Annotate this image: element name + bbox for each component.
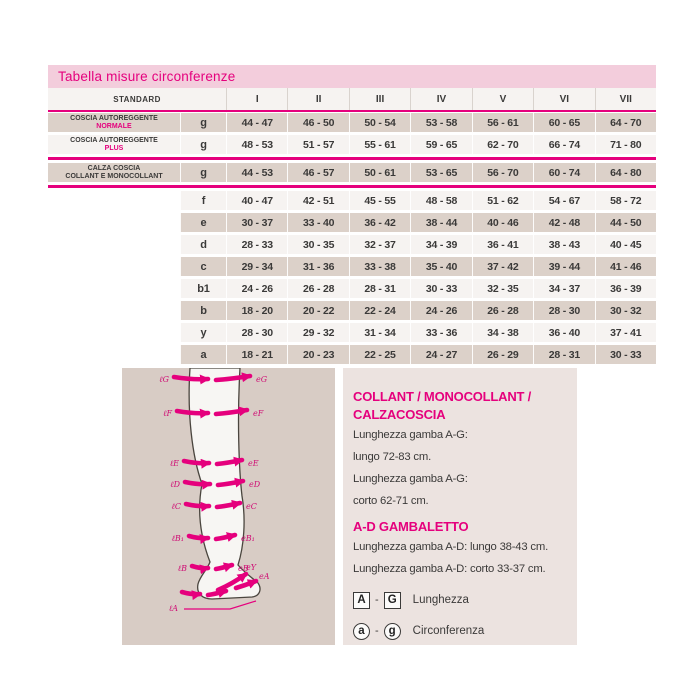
info-line: Lunghezza gamba A-D: lungo 38-43 cm.	[353, 541, 549, 553]
measure-point-label: ℓB₁	[171, 534, 184, 543]
cell-value: 34 - 37	[533, 279, 594, 298]
cell-value: 53 - 65	[410, 163, 471, 182]
circumference-arrow	[177, 411, 208, 413]
info-line: lungo 72-83 cm.	[353, 451, 432, 463]
table-row	[48, 279, 656, 298]
cell-value: 22 - 25	[349, 345, 410, 364]
cell-value: 37 - 41	[595, 323, 656, 342]
cell-value: 34 - 38	[472, 323, 533, 342]
row-letter: d	[180, 235, 226, 254]
cell-value: 51 - 57	[287, 135, 348, 154]
cell-value: 30 - 33	[410, 279, 471, 298]
leg-diagram-panel	[122, 368, 335, 645]
cell-value: 71 - 80	[595, 135, 656, 154]
measure-point-label: ℓG	[159, 375, 169, 384]
cell-value: 33 - 40	[287, 213, 348, 232]
legend-row	[353, 589, 569, 611]
row-label-line: COLLANT E MONOCOLLANT	[65, 172, 163, 180]
cell-value: 44 - 50	[595, 213, 656, 232]
cell-value: 30 - 37	[226, 213, 287, 232]
cell-value: 18 - 20	[226, 301, 287, 320]
cell-value: 56 - 61	[472, 113, 533, 132]
info-panel	[343, 368, 577, 645]
cell-value: 36 - 39	[595, 279, 656, 298]
legend-label: Circonferenza	[412, 625, 485, 637]
cell-value: 28 - 31	[349, 279, 410, 298]
legend-dash: -	[375, 625, 379, 637]
cell-value: 29 - 34	[226, 257, 287, 276]
info-heading-gambaletto: A-D GAMBALETTO	[353, 519, 469, 534]
cell-value: 50 - 61	[349, 163, 410, 182]
cell-value: 26 - 28	[287, 279, 348, 298]
measure-point-label: ℓB	[177, 564, 187, 573]
row-letter: c	[180, 257, 226, 276]
row-letter: b	[180, 301, 226, 320]
table-title-bar	[48, 65, 656, 88]
cell-value: 24 - 26	[410, 301, 471, 320]
cell-value: 64 - 70	[595, 113, 656, 132]
table-row	[48, 113, 656, 132]
section-separator	[48, 185, 656, 188]
circumference-arrow	[182, 592, 200, 594]
header-size-VI: VI	[533, 88, 594, 110]
cell-value: 24 - 26	[226, 279, 287, 298]
row-label	[48, 257, 180, 276]
row-label	[48, 301, 180, 320]
cell-value: 22 - 24	[349, 301, 410, 320]
legend-circle-a: a	[353, 623, 370, 640]
cell-value: 28 - 31	[533, 345, 594, 364]
row-letter: b1	[180, 279, 226, 298]
cell-value: 48 - 53	[226, 135, 287, 154]
table-row	[48, 191, 656, 210]
cell-value: 50 - 54	[349, 113, 410, 132]
row-label	[48, 345, 180, 364]
row-letter: a	[180, 345, 226, 364]
circumference-arrow	[174, 377, 208, 379]
measure-point-label: eA	[259, 572, 270, 581]
cell-value: 33 - 36	[410, 323, 471, 342]
cell-value: 24 - 27	[410, 345, 471, 364]
cell-value: 38 - 43	[533, 235, 594, 254]
cell-value: 26 - 28	[472, 301, 533, 320]
cell-value: 44 - 47	[226, 113, 287, 132]
info-lines-gambaletto	[353, 536, 569, 580]
cell-value: 51 - 62	[472, 191, 533, 210]
info-line: Lunghezza gamba A-G:	[353, 473, 468, 485]
size-table-body	[48, 113, 656, 367]
legend-label: Lunghezza	[412, 594, 469, 606]
cell-value: 26 - 29	[472, 345, 533, 364]
measure-point-label: ℓF	[163, 409, 172, 418]
cell-value: 33 - 38	[349, 257, 410, 276]
cell-value: 35 - 40	[410, 257, 471, 276]
cell-value: 28 - 33	[226, 235, 287, 254]
circumference-arrow	[185, 482, 210, 484]
row-label-line: COSCIA AUTOREGGENTE	[70, 137, 158, 144]
header-size-VII: VII	[595, 88, 656, 110]
cell-value: 18 - 21	[226, 345, 287, 364]
row-label	[48, 135, 180, 154]
measure-point-label: ℓA	[168, 604, 178, 613]
row-label	[48, 323, 180, 342]
cell-value: 59 - 65	[410, 135, 471, 154]
cell-value: 28 - 30	[226, 323, 287, 342]
header-size-IV: IV	[410, 88, 471, 110]
cell-value: 44 - 53	[226, 163, 287, 182]
cell-value: 31 - 36	[287, 257, 348, 276]
header-size-III: III	[349, 88, 410, 110]
cell-value: 60 - 65	[533, 113, 594, 132]
table-row	[48, 213, 656, 232]
table-row	[48, 301, 656, 320]
cell-value: 30 - 32	[595, 301, 656, 320]
row-label	[48, 191, 180, 210]
circumference-arrow	[189, 536, 208, 538]
info-line: Lunghezza gamba A-D: corto 33-37 cm.	[353, 563, 546, 575]
row-letter: y	[180, 323, 226, 342]
row-label-line: PLUS	[104, 144, 124, 152]
row-label	[48, 279, 180, 298]
circumference-arrow	[192, 566, 208, 568]
measure-point-label: eE	[248, 459, 259, 468]
cell-value: 53 - 58	[410, 113, 471, 132]
cell-value: 46 - 57	[287, 163, 348, 182]
cell-value: 40 - 45	[595, 235, 656, 254]
cell-value: 60 - 74	[533, 163, 594, 182]
info-heading-line1: COLLANT / MONOCOLLANT /	[353, 389, 532, 404]
cell-value: 64 - 80	[595, 163, 656, 182]
legend-circle-g: g	[384, 623, 401, 640]
circumference-arrow	[186, 504, 209, 506]
cell-value: 42 - 48	[533, 213, 594, 232]
cell-value: 66 - 74	[533, 135, 594, 154]
measure-point-label: ℓC	[171, 502, 181, 511]
cell-value: 29 - 32	[287, 323, 348, 342]
row-letter: e	[180, 213, 226, 232]
measure-point-label: eB	[238, 564, 249, 573]
legend-square-G: G	[384, 592, 401, 609]
measure-point-label: eY	[246, 563, 257, 572]
foot-length-line	[184, 601, 256, 609]
cell-value: 41 - 46	[595, 257, 656, 276]
row-label-line: CALZA COSCIA	[87, 165, 141, 172]
measure-point-label: eB₁	[241, 534, 255, 543]
row-label-line: COSCIA AUTOREGGENTE	[70, 115, 158, 122]
cell-value: 20 - 23	[287, 345, 348, 364]
info-lines-collant	[353, 424, 569, 512]
table-row	[48, 163, 656, 182]
cell-value: 32 - 37	[349, 235, 410, 254]
cell-value: 30 - 33	[595, 345, 656, 364]
row-letter: g	[180, 113, 226, 132]
legend-square-A: A	[353, 592, 370, 609]
table-row	[48, 345, 656, 364]
cell-value: 39 - 44	[533, 257, 594, 276]
cell-value: 20 - 22	[287, 301, 348, 320]
measure-point-label: ℓE	[169, 459, 179, 468]
header-size-V: V	[472, 88, 533, 110]
info-heading-collant	[353, 388, 569, 424]
info-heading-line2: CALZACOSCIA	[353, 407, 446, 422]
cell-value: 62 - 70	[472, 135, 533, 154]
cell-value: 31 - 34	[349, 323, 410, 342]
cell-value: 37 - 42	[472, 257, 533, 276]
row-label-line: NORMALE	[96, 122, 132, 130]
cell-value: 28 - 30	[533, 301, 594, 320]
table-row	[48, 257, 656, 276]
measure-point-label: eC	[246, 502, 257, 511]
measure-point-label: ℓD	[170, 480, 180, 489]
info-line: Lunghezza gamba A-G:	[353, 429, 468, 441]
cell-value: 30 - 35	[287, 235, 348, 254]
section-separator	[48, 157, 656, 160]
cell-value: 54 - 67	[533, 191, 594, 210]
cell-value: 32 - 35	[472, 279, 533, 298]
cell-value: 36 - 42	[349, 213, 410, 232]
table-row	[48, 235, 656, 254]
cell-value: 48 - 58	[410, 191, 471, 210]
row-label	[48, 235, 180, 254]
table-row	[48, 135, 656, 154]
header-standard: STANDARD	[113, 94, 161, 104]
header-size-II: II	[287, 88, 348, 110]
legend-dash: -	[375, 594, 379, 606]
row-label	[48, 213, 180, 232]
cell-value: 45 - 55	[349, 191, 410, 210]
cell-value: 34 - 39	[410, 235, 471, 254]
measure-point-label: eD	[249, 480, 261, 489]
cell-value: 56 - 70	[472, 163, 533, 182]
info-line: corto 62-71 cm.	[353, 495, 429, 507]
row-label	[48, 113, 180, 132]
measure-point-label: eG	[256, 375, 268, 384]
cell-value: 38 - 44	[410, 213, 471, 232]
leg-diagram	[122, 368, 335, 645]
page-title: Tabella misure circonferenze	[58, 69, 236, 84]
cell-value: 46 - 50	[287, 113, 348, 132]
table-header-row	[48, 88, 656, 112]
cell-value: 42 - 51	[287, 191, 348, 210]
row-letter: f	[180, 191, 226, 210]
table-row	[48, 323, 656, 342]
circumference-arrow	[184, 461, 209, 463]
cell-value: 40 - 46	[472, 213, 533, 232]
cell-value: 55 - 61	[349, 135, 410, 154]
measure-point-label: eF	[253, 409, 264, 418]
header-size-I: I	[226, 88, 287, 110]
row-letter: g	[180, 163, 226, 182]
legend	[353, 589, 569, 642]
row-letter: g	[180, 135, 226, 154]
cell-value: 40 - 47	[226, 191, 287, 210]
legend-row	[353, 620, 569, 642]
cell-value: 36 - 41	[472, 235, 533, 254]
row-label	[48, 163, 180, 182]
cell-value: 58 - 72	[595, 191, 656, 210]
cell-value: 36 - 40	[533, 323, 594, 342]
